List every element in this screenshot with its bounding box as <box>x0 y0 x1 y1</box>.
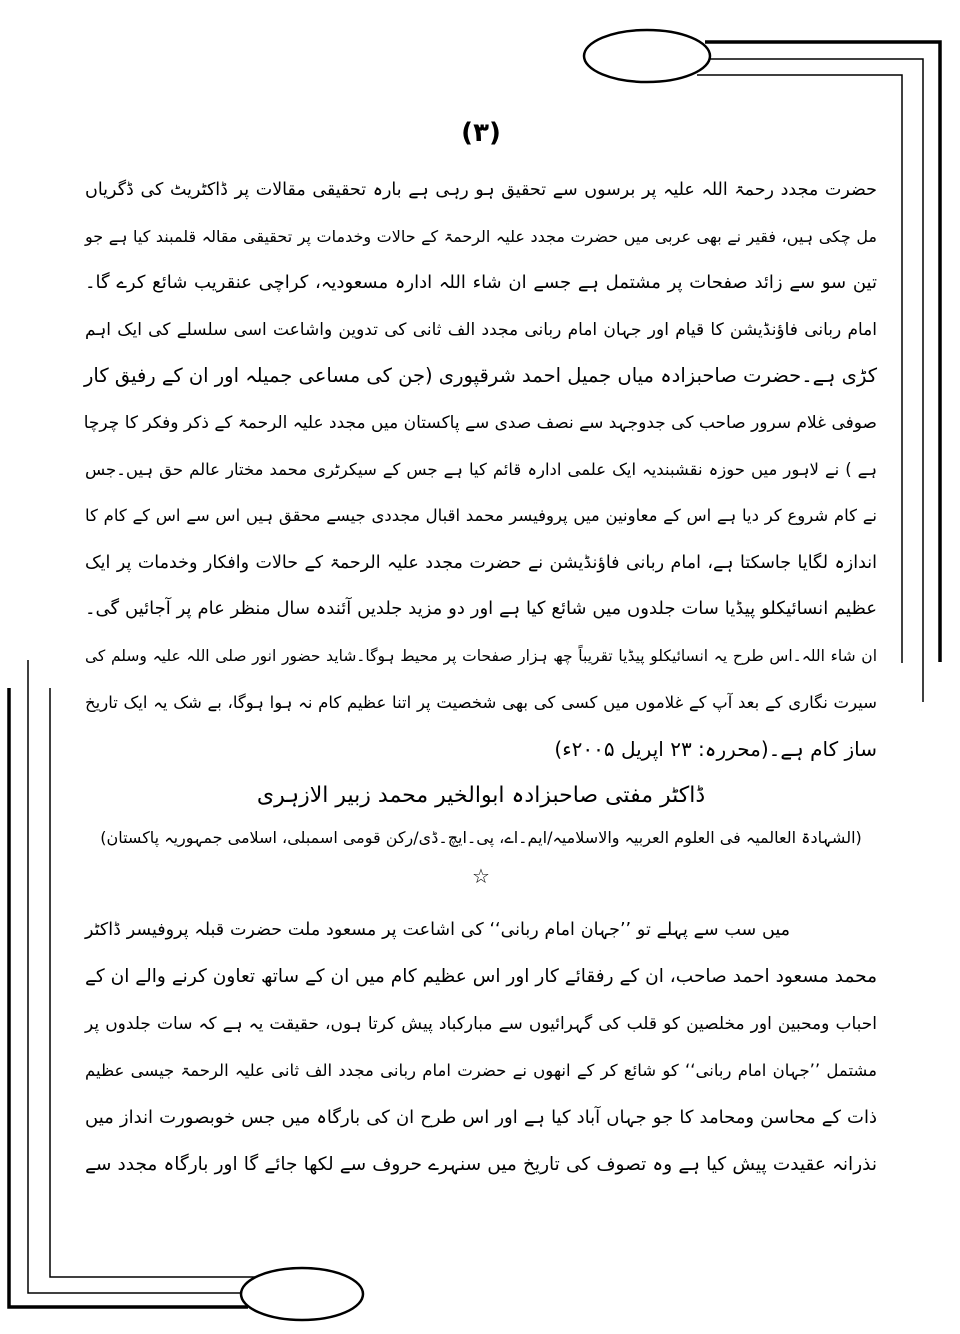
text-line: میں سب سے پہلے تو ’’جہان امام ربانی‘‘ کی اشاعت پر مسعود ملت حضرت قبلہ پروفیسر ڈاکٹر <box>85 920 790 940</box>
text-line: نے کام شروع کر دیا ہے اس کے معاونین میں پروفیسر محمد اقبال مجددی جیسے محقق ہیں اس سے اس کے کام کا <box>85 506 877 526</box>
top-ornament-oval <box>584 30 710 82</box>
text-line: عظیم انسائیکلو پیڈیا سات جلدوں میں شائع کیا ہے اور دو مزید جلدیں آئندہ سال منظر عام پر آجائیں گی۔ <box>85 598 877 620</box>
author-name: ڈاکٹر مفتی صاحبزادہ ابوالخیر محمد زبیر الازہری <box>256 783 706 808</box>
text-line: اندازہ لگایا جاسکتا ہے، امام ربانی فاؤنڈیشن نے حضرت مجدد علیہ الرحمۃ کے حالات وافکار وخدمات پر ایک <box>85 552 877 573</box>
text-line: ذات کے محاسن ومحامد کا جو جہاں آباد کیا ہے اور اس طرح ان کی بارگاہ میں جس خوبصورت انداز میں <box>85 1107 877 1128</box>
text-line: تین سو سے زائد صفحات پر مشتمل ہے جسے ان شاء اللہ ادارہ مسعودیہ، کراچی عنقریب شائع کرے گا۔ <box>85 272 877 294</box>
text-line: مشتمل ’’جہان امام ربانی‘‘ کو شائع کر کے انھوں نے حضرت امام ربانی مجدد الف ثانی علیہ الرحمۃ جیسی عظیم <box>85 1061 877 1080</box>
text-line: صوفی غلام سرور صاحب کی جدوجہد سے نصف صدی سے پاکستان میں مجدد علیہ الرحمۃ کے ذکر وفکر کا چرچا <box>83 413 877 433</box>
text-line: مل چکی ہیں، فقیر نے بھی عربی میں حضرت مجدد علیہ الرحمۃ کے حالات وخدمات پر تحقیقی مقالہ قلمبند کیا ہے جو <box>85 226 878 246</box>
text-line: کڑی ہے۔حضرت صاحبزادہ میاں جمیل احمد شرقپوری (جن کی مساعی جمیلہ اور ان کے رفیق کار <box>83 364 877 388</box>
text-line: امام ربانی فاؤنڈیشن کا قیام اور جہان امام ربانی مجدد الف ثانی کی تدوین واشاعت اسی سلسلے کی ایک اہم <box>85 319 877 340</box>
text-line: ان شاء اللہ۔اس طرح یہ انسائیکلو پیڈیا تقریباً چھ ہزار صفحات پر محیط ہوگا۔شاید حضور انور صلی اللہ علیہ وسلم کی <box>85 647 877 665</box>
star-separator-icon: ☆ <box>472 864 490 888</box>
bottom-ornament-oval <box>241 1268 363 1320</box>
text-line: احباب ومحبین اور مخلصین کو قلب کی گہرائیوں سے مبارکباد پیش کرتا ہوں، حقیقت یہ ہے کہ سات جلدوں پر <box>85 1014 877 1034</box>
text-line: نذرانہ عقیدت پیش کیا ہے وہ تصوف کی تاریخ میں سنہرے حروف سے لکھا جائے گا اور بارگاہ مجدد سے <box>85 1154 877 1175</box>
text-line: ہے ) نے لاہور میں حوزہ نقشبندیہ ایک علمی ادارہ قائم کیا ہے جس کے سیکرٹری محمد مختار عالم حق ہیں۔جس <box>85 459 877 479</box>
text-line: سیرت نگاری کے بعد آپ کے غلاموں میں کسی کی بھی شخصیت پر اتنا عظیم کام نہ ہوا ہوگا، بے شک یہ ایک تاریخ <box>85 692 877 712</box>
text-line: محمد مسعود احمد صاحب، ان کے رفقائے کار اور اس عظیم کام میں ان کے ساتھ تعاون کرنے والے ان کے <box>85 966 877 987</box>
page-number: (۳) <box>461 118 501 148</box>
text-line: ساز کام ہے۔(محررہ: ۲۳ اپریل ۲۰۰۵ء) <box>554 737 877 762</box>
text-line: حضرت مجدد رحمۃ اللہ علیہ پر برسوں سے تحقیق ہو رہی ہے بارہ تحقیقی مقالات پر ڈاکٹریٹ کی ڈگریاں <box>85 180 877 200</box>
author-credentials: (الشہادۃ العالمیہ فی العلوم العربیہ والاسلامیہ/ایم۔اے، پی۔ایچ۔ڈی/رکن قومی اسمبلی، اسلامی جمہوریہ پاکستان) <box>100 828 862 847</box>
